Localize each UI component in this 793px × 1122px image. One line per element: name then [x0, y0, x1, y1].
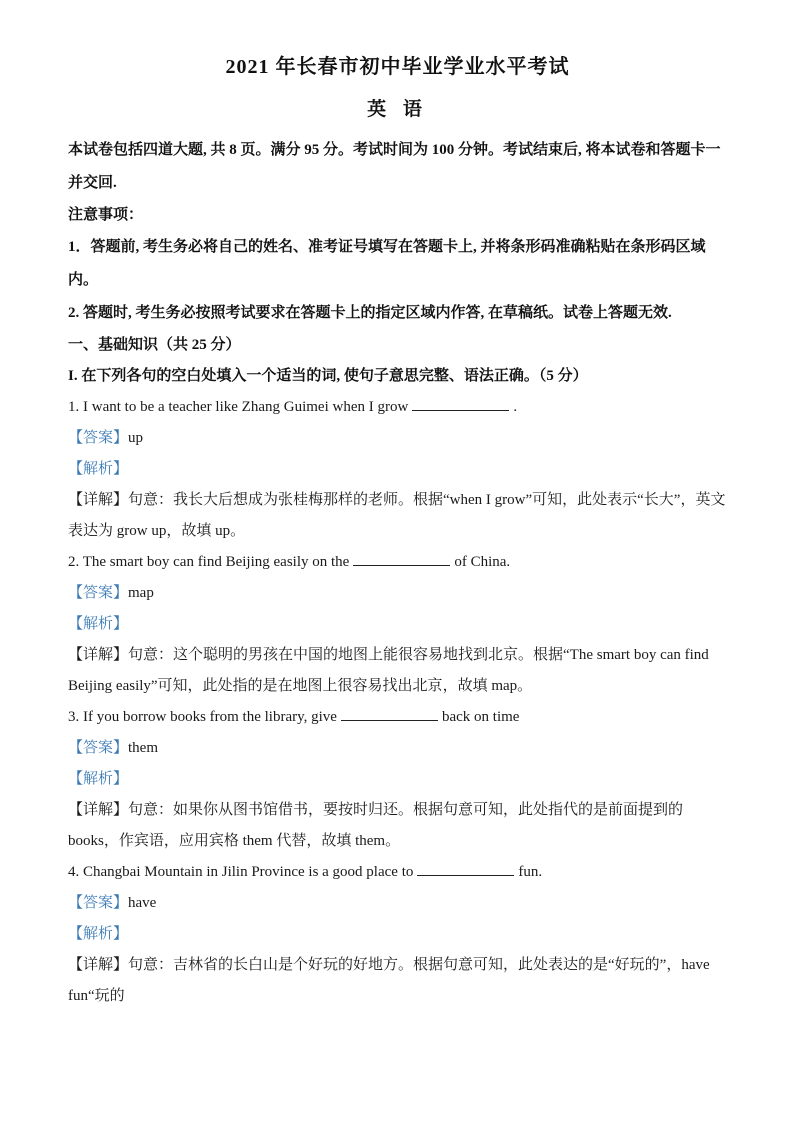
explanation-line: [68, 950, 727, 1012]
detail-label: 【详解】: [68, 647, 129, 663]
question-block-2: [68, 547, 727, 702]
answer-value: map: [128, 585, 154, 601]
question-text-after: fun.: [518, 864, 543, 880]
answer-blank: [341, 706, 438, 721]
answer-line: [68, 733, 727, 764]
answer-label: 【答案】: [68, 740, 129, 756]
question-text-after: of China.: [454, 554, 511, 570]
question-text: 1. I want to be a teacher like Zhang Guimei when I grow: [68, 399, 409, 415]
answer-line: [68, 888, 727, 919]
question-text: 3. If you borrow books from the library, give: [68, 709, 337, 725]
answer-label: 【答案】: [68, 430, 129, 446]
notice-item-1: 1．答题前, 考生务必将自己的姓名、准考证号填写在答题卡上, 并将条形码准确粘贴在条形码区域内。: [68, 239, 706, 288]
subject-title: 英 语: [367, 99, 428, 120]
answer-value: up: [128, 430, 144, 446]
question-text: 2. The smart boy can find Beijing easily on the: [68, 554, 350, 570]
question-stem: [68, 702, 727, 733]
notice-heading: 注意事项：: [68, 207, 144, 223]
detail-label: 【详解】: [68, 957, 129, 973]
explanation-text: 句意：我长大后想成为张桂梅那样的老师。根据“when I grow”可知，此处表示“长大”，英文表达为 grow up，故填 up。: [68, 492, 726, 539]
question-block-3: [68, 702, 727, 857]
explanation-text: 句意：这个聪明的男孩在中国的地图上能很容易地找到北京。根据“The smart boy can find Beijing easily”可知，此处指的是在地图上很容易找出北京，故填 map。: [68, 647, 709, 694]
explanation-text: 句意：如果你从图书馆借书，要按时归还。根据句意可知，此处指代的是前面提到的 books，作宾语，应用宾格 them 代替，故填 them。: [68, 802, 684, 849]
analysis-label: 【解析】: [68, 616, 129, 632]
detail-label: 【详解】: [68, 802, 129, 818]
analysis-label: 【解析】: [68, 926, 129, 942]
section-heading: 一、基础知识（共 25 分）: [68, 337, 241, 353]
question-text-after: .: [513, 399, 518, 415]
notice-item-2: 2. 答题时, 考生务必按照考试要求在答题卡上的指定区域内作答, 在草稿纸。试卷上答题无效.: [68, 305, 672, 321]
analysis-label: 【解析】: [68, 461, 129, 477]
page-title: 2021 年长春市初中毕业学业水平考试: [225, 56, 570, 78]
explanation-text: 句意：吉林省的长白山是个好玩的好地方。根据句意可知，此处表达的是“好玩的”，have fun“玩的: [68, 957, 710, 1004]
question-text-after: back on time: [441, 709, 520, 725]
answer-blank: [353, 551, 450, 566]
intro-paragraph: 本试卷包括四道大题, 共 8 页。满分 95 分。考试时间为 100 分钟。考试结束后, 将本试卷和答题卡一并交回.: [68, 142, 721, 191]
answer-blank: [417, 861, 514, 876]
explanation-line: [68, 640, 727, 702]
question-stem: [68, 547, 727, 578]
question-block-1: [68, 392, 727, 547]
explanation-line: [68, 795, 727, 857]
answer-value: have: [128, 895, 157, 911]
explanation-line: [68, 485, 727, 547]
answer-value: them: [128, 740, 159, 756]
answer-blank: [412, 396, 509, 411]
answer-line: [68, 423, 727, 454]
part-heading: I. 在下列各句的空白处填入一个适当的词, 使句子意思完整、语法正确。（5 分）: [68, 368, 588, 384]
question-text: 4. Changbai Mountain in Jilin Province is a good place to: [68, 864, 414, 880]
answer-label: 【答案】: [68, 895, 129, 911]
question-stem: [68, 392, 727, 423]
detail-label: 【详解】: [68, 492, 129, 508]
answer-line: [68, 578, 727, 609]
question-block-4: [68, 857, 727, 1012]
answer-label: 【答案】: [68, 585, 129, 601]
analysis-label: 【解析】: [68, 771, 129, 787]
question-stem: [68, 857, 727, 888]
